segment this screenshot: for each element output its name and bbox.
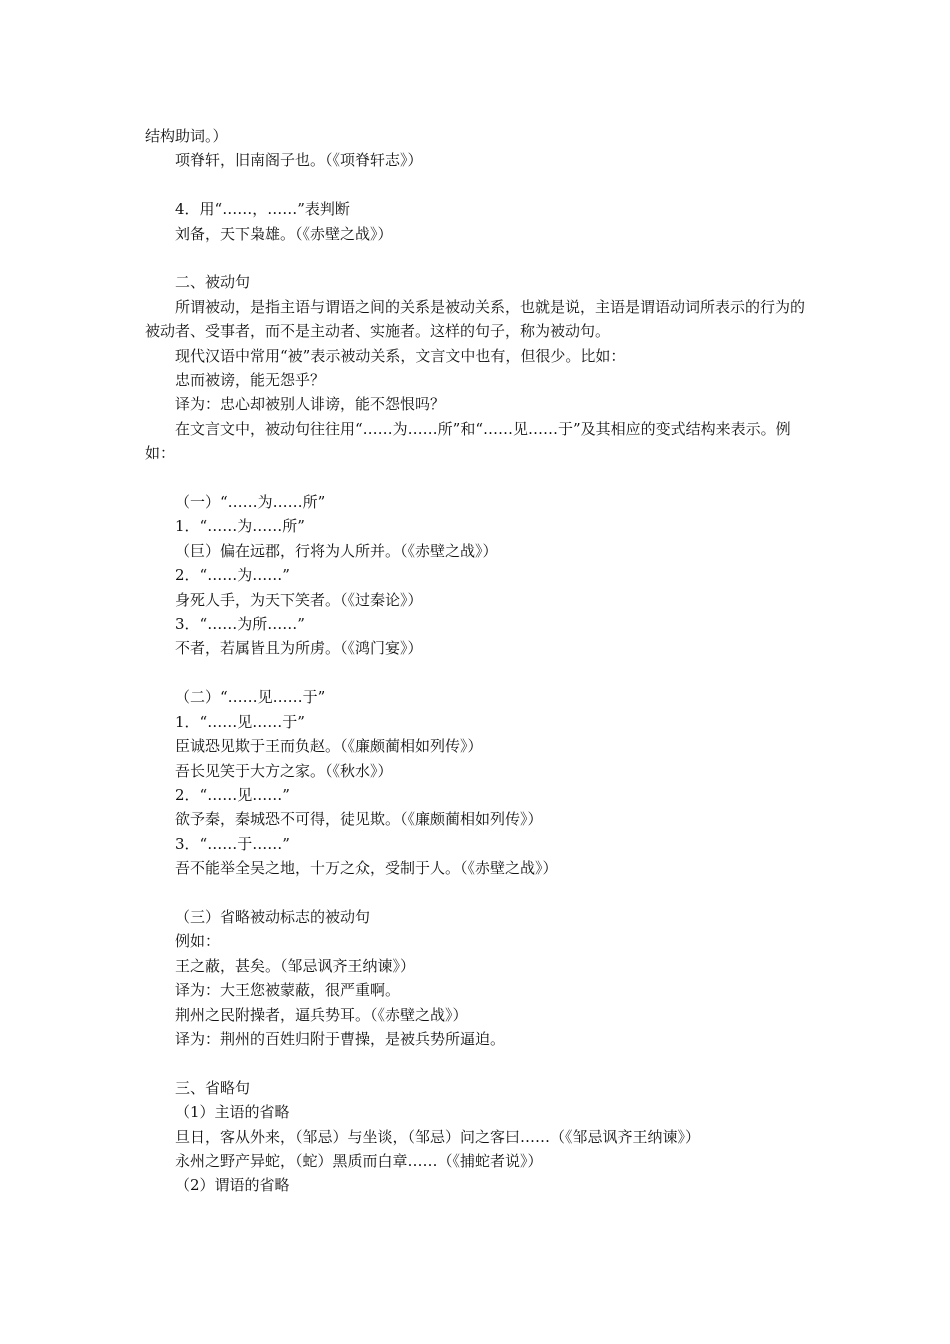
section-heading: 二、被动句: [175, 273, 251, 292]
text-line: 永州之野产异蛇，（蛇）黑质而白章……（《捕蛇者说》）: [175, 1151, 543, 1170]
text-line: 结构助词。）: [145, 127, 228, 145]
text-line: 2．“……见……”: [175, 785, 290, 804]
text-line: 译为：荆州的百姓归附于曹操，是被兵势所逼迫。: [175, 1029, 506, 1048]
text-line: 例如：: [175, 932, 221, 951]
text-line: 1．“……见……于”: [175, 712, 305, 731]
paragraph: 所谓被动，是指主语与谓语之间的关系是被动关系，也就是说，主语是谓语动词所表示的行为的被动者、受事者，而不是主动者、实施者。这样的句子，称为被动句。: [145, 297, 806, 341]
text-line: 3．“……为所……”: [175, 615, 305, 634]
subsection-heading: （二）“……见……于”: [175, 688, 326, 707]
text-line: 译为：大王您被蒙蔽，很严重啊。: [175, 981, 401, 1000]
text-line: 2．“……为……”: [175, 566, 290, 585]
text-line: 旦日，客从外来，（邹忌）与坐谈，（邹忌）问之客曰……（《邹忌讽齐王纳谏》）: [175, 1127, 701, 1146]
text-line: （巨）偏在远郡，行将为人所并。（《赤壁之战》）: [175, 541, 498, 560]
text-line: 4．用“……，……”表判断: [175, 200, 350, 219]
text-line: 项脊轩，旧南阁子也。（《项脊轩志》）: [175, 151, 423, 170]
subsection-heading: （三）省略被动标志的被动句: [175, 907, 371, 926]
text-line: 不者，若属皆且为所虏。（《鸿门宴》）: [175, 639, 423, 658]
paragraph: 在文言文中，被动句往往用“……为……所”和“……见……于”及其相应的变式结构来表示。例如：: [145, 419, 791, 463]
text-line: 欲予秦，秦城恐不可得，徒见欺。（《廉颇蔺相如列传》）: [175, 810, 543, 829]
text-line: 吾长见笑于大方之家。（《秋水》）: [175, 761, 393, 780]
subsection-heading: （一）“……为……所”: [175, 493, 326, 512]
document-body: [145, 124, 805, 1198]
text-line: 王之蔽，甚矣。（邹忌讽齐王纳谏》）: [175, 956, 416, 975]
text-line: 刘备，天下枭雄。（《赤壁之战》）: [175, 224, 393, 243]
text-line: 臣诚恐见欺于王而负赵。（《廉颇蔺相如列传》）: [175, 737, 483, 756]
section-heading: 三、省略句: [175, 1078, 251, 1097]
blank-line: [145, 881, 805, 905]
text-line: 忠而被谤，能无怨乎？: [175, 371, 326, 390]
blank-line: [145, 1051, 805, 1075]
blank-line: [145, 173, 805, 197]
text-line: 吾不能举全吴之地，十万之众，受制于人。（《赤壁之战》）: [175, 859, 558, 878]
text-line: 现代汉语中常用“被”表示被动关系，文言文中也有，但很少。比如：: [175, 346, 626, 365]
text-line: 译为：忠心却被别人诽谤，能不怨恨吗？: [175, 395, 446, 414]
text-line: 身死人手，为天下笑者。（《过秦论》）: [175, 590, 423, 609]
text-line: 1．“……为……所”: [175, 517, 305, 536]
blank-line: [145, 466, 805, 490]
text-line: 荆州之民附操者，逼兵势耳。（《赤壁之战》）: [175, 1005, 468, 1024]
text-line: （2）谓语的省略: [175, 1176, 290, 1195]
text-line: 3．“……于……”: [175, 834, 290, 853]
blank-line: [145, 661, 805, 685]
blank-line: [145, 246, 805, 270]
text-line: （1）主语的省略: [175, 1103, 290, 1122]
